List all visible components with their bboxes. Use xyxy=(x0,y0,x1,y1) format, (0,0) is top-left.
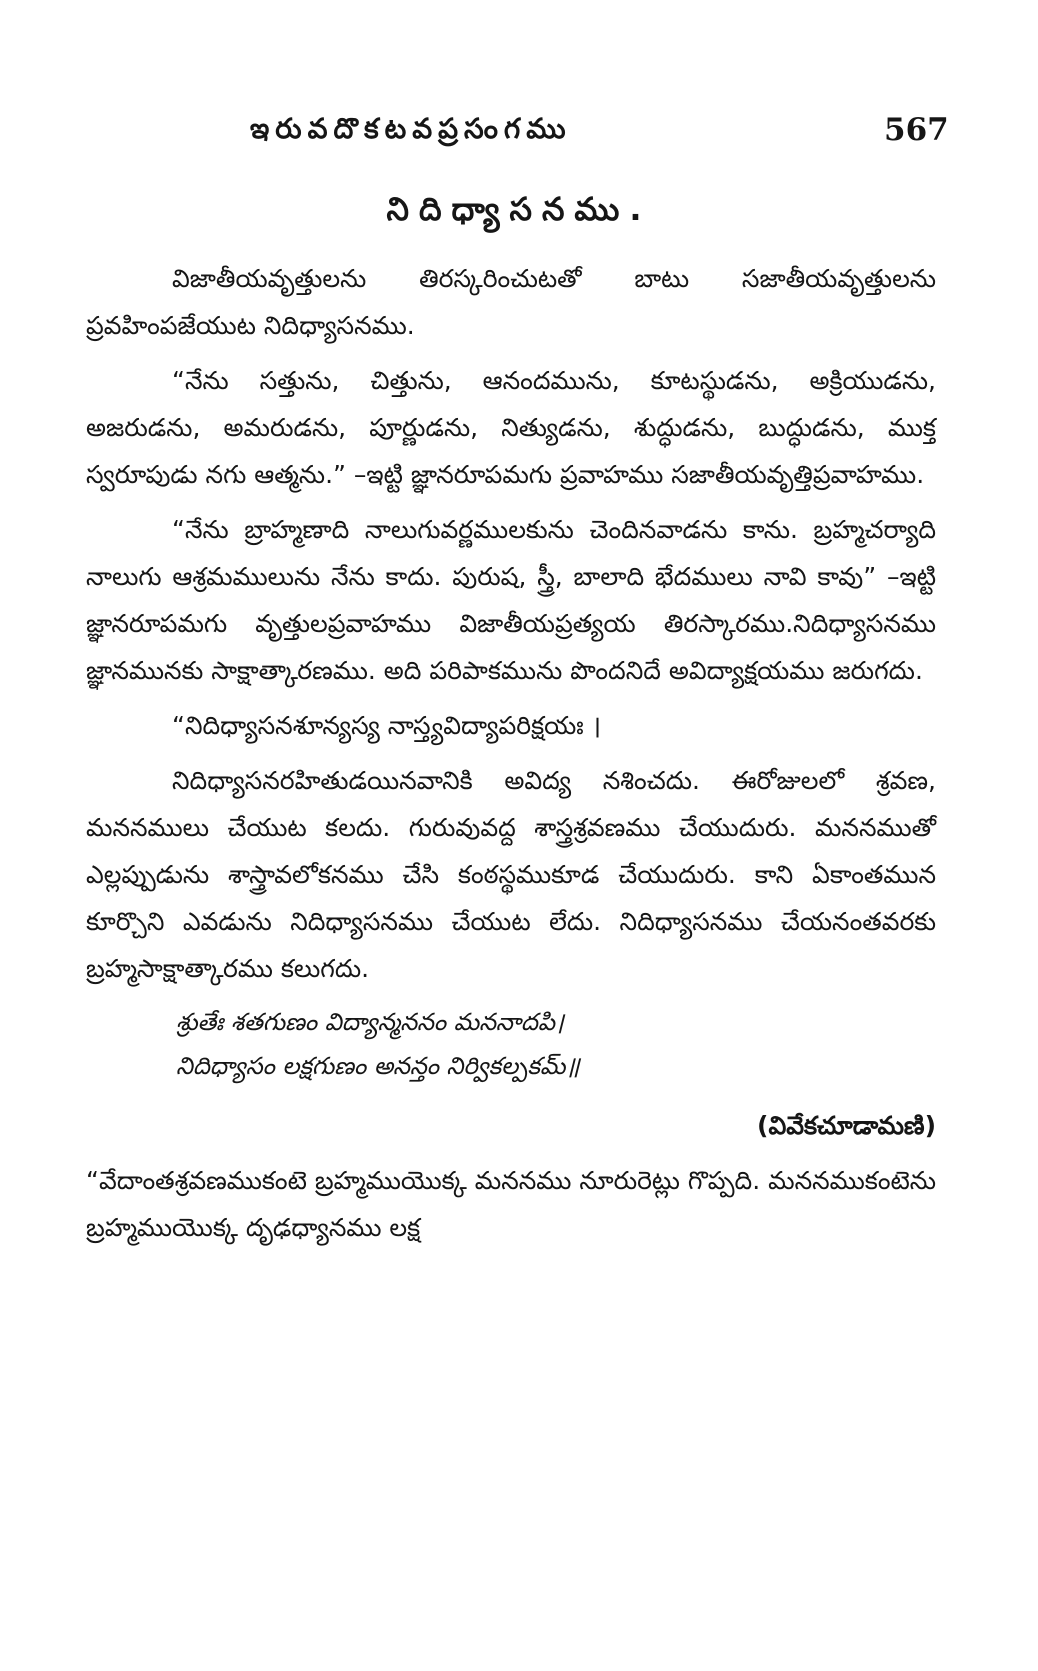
verse-line-1: శ్రుతేః శతగుణం విద్యాన్మననం మననాదపి। xyxy=(176,1008,564,1036)
page-body xyxy=(86,255,936,1259)
page-number: 567 xyxy=(884,112,949,148)
paragraph-closing: “వేదాంతశ్రవణముకంటె బ్రహ్మముయొక్క మననము నూరురెట్లు గొప్పది. మననముకంటెను బ్రహ్మముయొక్క దృఢధ్యానము లక్ష xyxy=(86,1166,936,1242)
sanskrit-verse xyxy=(86,1000,936,1088)
paragraph-vijatiya: “నేను బ్రాహ్మణాది నాలుగువర్ణములకును చెందినవాడను కాను. బ్రహ్మచర్యాది నాలుగు ఆశ్రమములును నేను కాదు. పురుష, స్త్రీ, బాలాది భేదములు నావి కావు” –ఇట్టి జ్ఞానరూపమగు వృత్తులప్రవాహము విజాతీయప్రత్యయ తిరస్కారము.నిదిధ్యాసనము జ్ఞానమునకు సాక్షాత్కారణము. అది పరిపాకమును పొందనిదే అవిద్యాక్షయము జరుగదు. xyxy=(86,515,936,685)
paragraph-definition: విజాతీయవృత్తులను తిరస్కరించుటతో బాటు సజాతీయవృత్తులను ప్రవహింపజేయుట నిదిధ్యాసనము. xyxy=(86,264,936,340)
verse-source: (వివేకచూడామణి) xyxy=(757,1111,936,1140)
paragraph-sajatiya: “నేను సత్తును, చిత్తును, ఆనందమును, కూటస్థుడను, అక్రియుడను, అజరుడను, అమరుడను, పూర్ణుడను, నిత్యుడను, శుద్ధుడను, బుద్ధుడను, ముక్త స్వరూపుడు నగు ఆత్మను.” –ఇట్టి జ్ఞానరూపమగు ప్రవాహము సజాతీయవృత్తిప్రవాహము. xyxy=(86,366,936,489)
paragraph-shravana-manana: నిదిధ్యాసనరహితుడయినవానికి అవిద్య నశించదు. ఈరోజులలో శ్రవణ, మననములు చేయుట కలదు. గురువువద్ద శాస్త్రశ్రవణము చేయుదురు. మననముతో ఎల్లప్పుడును శాస్త్రావలోకనము చేసి కంఠస్థముకూడ చేయుదురు. కాని ఏకాంతమున కూర్చొని ఎవడును నిదిధ్యాసనము చేయుట లేదు. నిదిధ్యాసనము చేయనంతవరకు బ్రహ్మసాక్షాత్కారము కలుగదు. xyxy=(86,766,936,983)
section-title: నిదిధ్యాసనము. xyxy=(386,190,652,228)
verse-line-2: నిదిధ్యాసం లక్షగుణం అనన్తం నిర్వికల్పకమ్॥ xyxy=(176,1052,580,1080)
running-header: ఇరువదొకటవప్రసంగము xyxy=(250,112,572,145)
paragraph-quote: “నిదిధ్యాసనశూన్యస్య నాస్త్యవిద్యాపరిక్షయః । xyxy=(172,711,602,740)
